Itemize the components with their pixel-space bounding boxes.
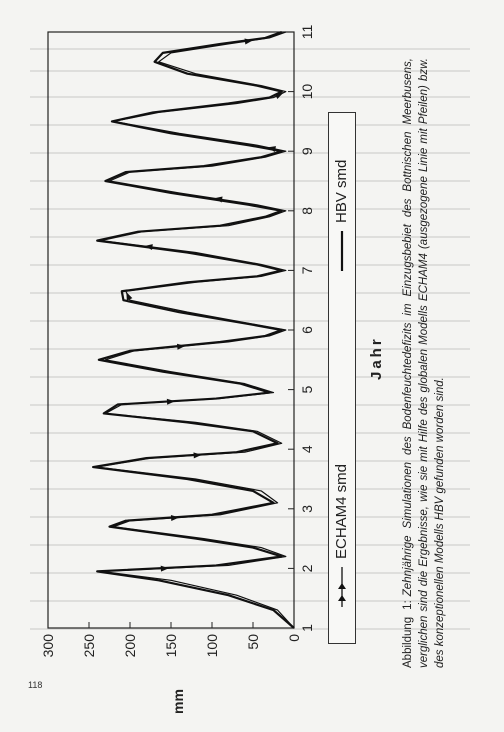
series-arrow-echam4 xyxy=(193,452,201,458)
legend xyxy=(328,112,356,644)
x-tick-label: 4 xyxy=(299,445,315,454)
line-chart xyxy=(40,0,340,680)
legend-arrow-line-icon xyxy=(335,567,349,607)
caption-text: Zehnjährige Simulationen des Bodenfeuchtedefizits im Einzugsbebiet des Bottnischen Meerbusens, verglichen sind die Ergebnisse, wie sie mit Hilfe des globalen Modells ECHAM4 (ausgezogene Linie mit Pfeilen) bzw. des konzeptionellen Modells HBV gefunden worden sind. xyxy=(402,58,446,668)
x-tick-label: 2 xyxy=(299,564,315,573)
x-tick-label: 5 xyxy=(299,385,315,394)
y-tick-label: 300 xyxy=(40,634,56,658)
legend-item-hbv xyxy=(333,160,350,271)
series-arrow-echam4 xyxy=(161,565,169,571)
y-axis-label: mm xyxy=(170,689,186,714)
x-tick-label: 10 xyxy=(299,83,315,100)
y-tick-label: 0 xyxy=(286,634,302,642)
legend-label-echam4: ECHAM4 smd xyxy=(333,463,350,559)
y-tick-label: 250 xyxy=(81,634,97,658)
x-tick-label: 9 xyxy=(299,147,315,156)
plot-frame xyxy=(48,32,294,628)
x-tick-label: 8 xyxy=(299,206,315,215)
figure-caption xyxy=(400,58,448,668)
x-tick-label: 7 xyxy=(299,266,315,275)
legend-label-hbv: HBV smd xyxy=(333,159,350,223)
series-line-hbv xyxy=(93,32,294,628)
x-tick-label: 6 xyxy=(299,326,315,334)
y-tick-label: 100 xyxy=(204,634,220,658)
x-tick-label: 1 xyxy=(299,624,315,632)
series-arrow-echam4 xyxy=(167,398,175,404)
series-arrow-echam4 xyxy=(171,514,179,521)
rotated-figure xyxy=(40,0,500,714)
x-tick-label: 11 xyxy=(299,24,315,40)
x-axis-label: Jahr xyxy=(368,336,385,380)
legend-item-echam4 xyxy=(333,464,350,607)
series-arrow-echam4 xyxy=(177,343,186,350)
page-number: 118 xyxy=(28,680,43,690)
legend-line-icon xyxy=(335,231,349,271)
x-tick-label: 3 xyxy=(299,504,315,513)
y-tick-label: 200 xyxy=(122,634,138,658)
y-tick-label: 150 xyxy=(163,634,179,658)
series-arrow-echam4 xyxy=(124,291,133,301)
caption-label: Abbildung 1: xyxy=(402,600,414,668)
y-tick-label: 50 xyxy=(245,634,261,650)
